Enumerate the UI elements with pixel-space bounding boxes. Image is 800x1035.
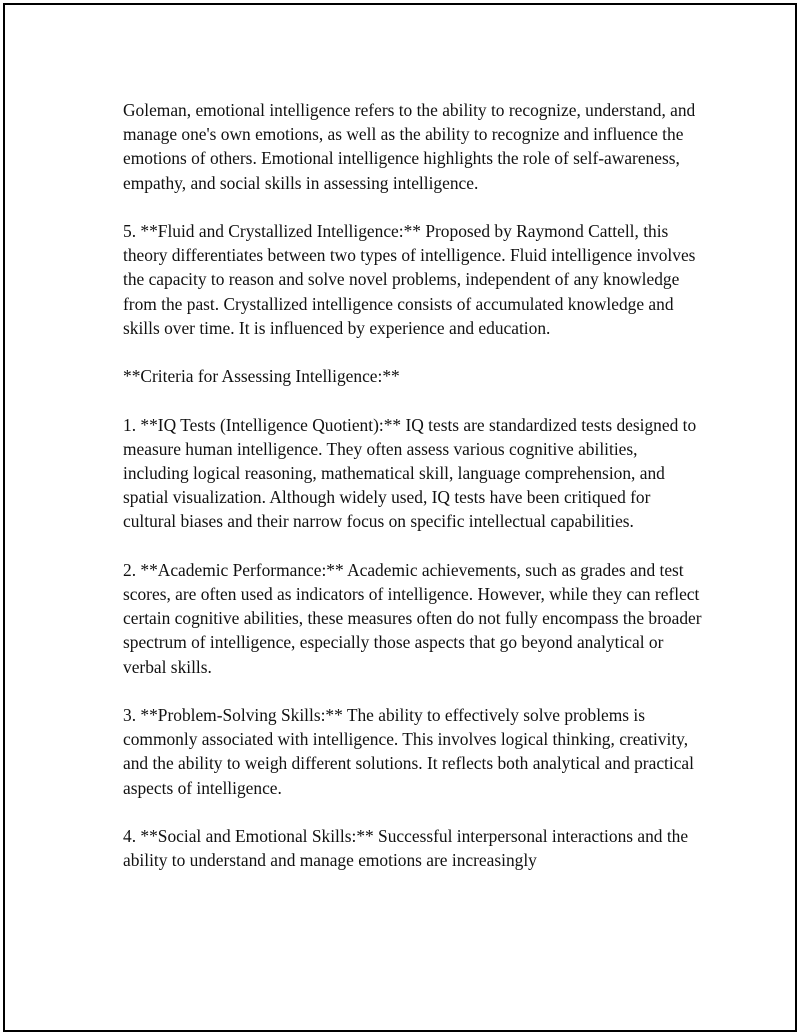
paragraph-emotional-intelligence-continued: Goleman, emotional intelligence refers to the ability to recognize, understand, and manage one's own emotions, as well as the ability to recognize and influence the emotions of others. Emotional intelligence highlights the role of self-awareness, empathy, and social skills in assessing intelligence. — [123, 100, 696, 193]
section-heading-criteria: **Criteria for Assessing Intelligence:** — [123, 366, 400, 387]
document-body — [123, 98, 703, 897]
paragraph-iq-tests: 1. **IQ Tests (Intelligence Quotient):** IQ tests are standardized tests designed to measure human intelligence. They often assess various cognitive abilities, including logical reasoning, mathematical skill, language comprehension, and spatial visualization. Although widely used, IQ tests have been critiqued for cultural biases and their narrow focus on specific intellectual capabilities. — [123, 414, 697, 532]
paragraph-academic-performance: 2. **Academic Performance:** Academic achievements, such as grades and test scores, are often used as indicators of intelligence. However, while they can reflect certain cognitive abilities, these measures often do not fully encompass the broader spectrum of intelligence, especially those aspects that go beyond analytical or verbal skills. — [123, 559, 702, 677]
page-frame — [3, 3, 797, 1032]
paragraph-fluid-crystallized: 5. **Fluid and Crystallized Intelligence:** Proposed by Raymond Cattell, this theory differentiates between two types of intelligence. Fluid intelligence involves the capacity to reason and solve novel problems, independent of any knowledge from the past. Crystallized intelligence consists of accumulated knowledge and skills over time. It is influenced by experience and education. — [123, 221, 696, 338]
paragraph-social-emotional: 4. **Social and Emotional Skills:** Successful interpersonal interactions and the ability to understand and manage emotions are increasingly — [123, 826, 689, 871]
paragraph-problem-solving: 3. **Problem-Solving Skills:** The ability to effectively solve problems is commonly associated with intelligence. This involves logical thinking, creativity, and the ability to weigh different solutions. It reflects both analytical and practical aspects of intelligence. — [123, 705, 694, 798]
